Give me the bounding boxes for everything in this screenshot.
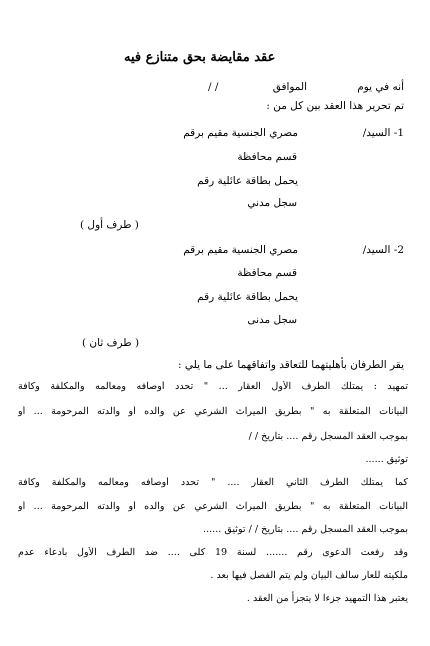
preamble-line: كما يمتلك الطرف الثاني العقار .... " تحدد أوصافه ومعالمه والمكلفة وكافة (18, 477, 408, 488)
party2-role: ( طرف ثان ) (82, 337, 140, 349)
preamble-line: توثيق ...... (365, 454, 408, 465)
preamble-line: بموجب العقد المسجل رقم .... بتاريخ / / توثيق ...... (203, 524, 408, 535)
party2-id-card: يحمل بطاقة عائلية رقم (197, 291, 298, 303)
preamble-line: وقد رفعت الدعوى رقم ....... لسنة 19 كلى .... ضد الطرف الأول بادعاء عدم (18, 547, 408, 558)
party1-id-card: يحمل بطاقة عائلية رقم (197, 175, 298, 187)
party2-label: 2- السيد/ (362, 244, 404, 256)
agreement-line: يقر الطرفان بأهليتهما للتعاقد واتفاقهما على ما يلي : (178, 359, 404, 371)
party2-nationality: مصري الجنسية مقيم برقم (183, 244, 298, 256)
preamble-line: تمهيد : يمتلك الطرف الأول العقار ... " تحدد أوصافه ومعالمه والمكلفة وكافة (18, 381, 408, 392)
party2-civil-registry: سجل مدنى (247, 314, 297, 326)
preamble-line: البيانات المتعلقة به " بطريق الميراث الشرعي عن والده أو والدته المرحومة ... أو (18, 501, 408, 512)
preamble-line: يعتبر هذا التمهيد جزءا لا يتجزأ من العقد . (246, 593, 408, 604)
party1-nationality: مصري الجنسية مقيم برقم (183, 127, 298, 139)
date-slashes: / / (208, 81, 219, 93)
between-line: تم تحرير هذا العقد بين كل من : (266, 100, 404, 112)
party1-label: 1- السيد/ (362, 127, 404, 139)
document-title: عقد مقايضة بحق متنازع فيه (124, 50, 276, 65)
day-line: أنه في يوم (357, 81, 404, 93)
preamble-line: ملكيته للعار سالف البيان ولم يتم الفصل فيها بعد . (210, 570, 408, 581)
party1-district: قسم محافظة (237, 151, 297, 163)
party2-district: قسم محافظة (237, 267, 297, 279)
party1-role: ( طرف أول ) (80, 219, 139, 231)
party1-civil-registry: سجل مدني (247, 197, 297, 209)
preamble-line: البيانات المتعلقة به " بطريق الميراث الشرعي عن والده أو والدته المرحومة ... أو (18, 406, 408, 417)
preamble-line: بموجب العقد المسجل رقم .... بتاريخ / / (248, 431, 408, 442)
agreed-label: الموافق (272, 81, 307, 93)
